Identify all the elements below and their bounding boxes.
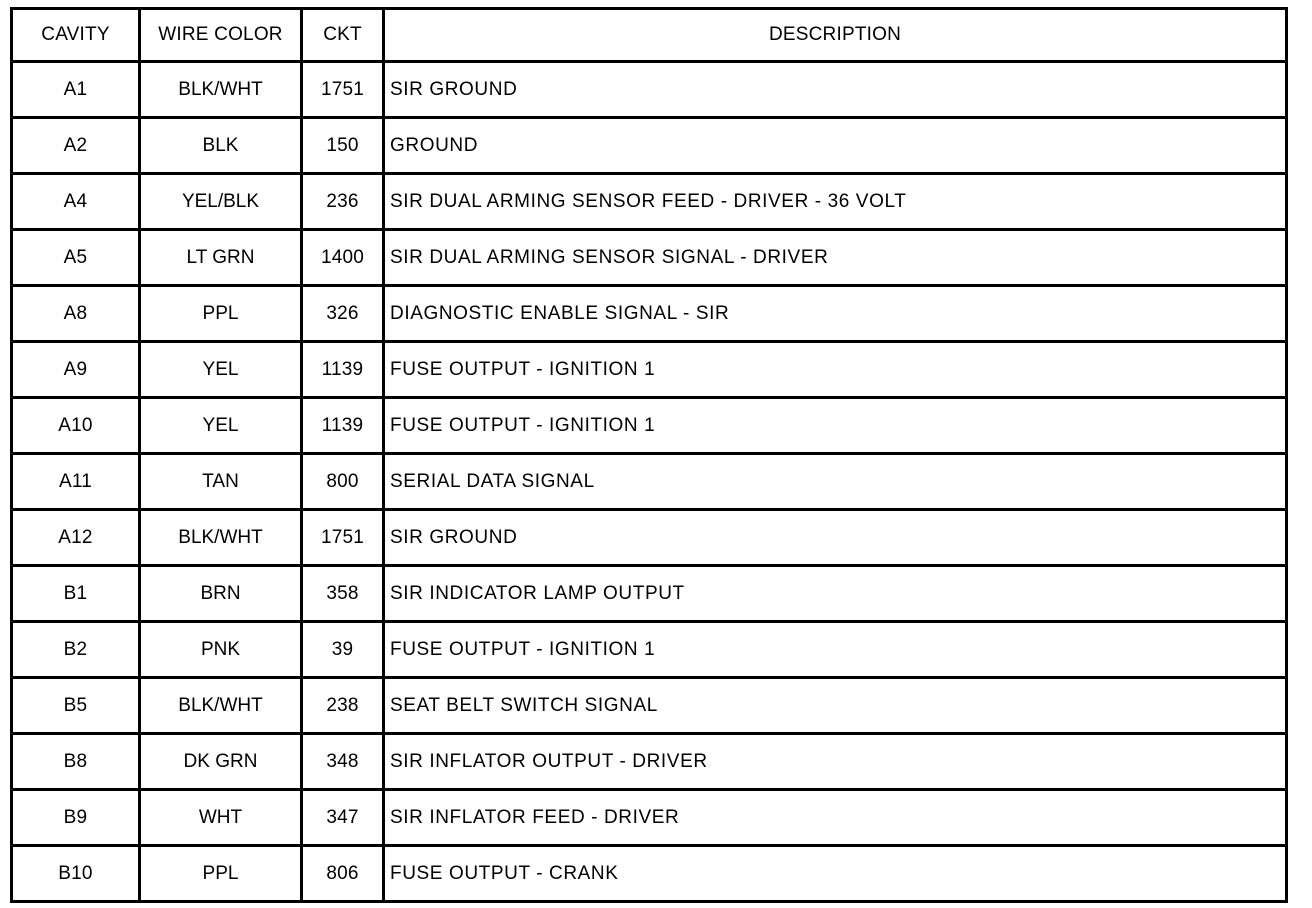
cell-ckt: 800: [302, 454, 384, 510]
cell-ckt: 1751: [302, 510, 384, 566]
cell-ckt: 1400: [302, 230, 384, 286]
cell-description: FUSE OUTPUT - IGNITION 1: [384, 398, 1287, 454]
header-description: DESCRIPTION: [384, 9, 1287, 62]
cell-ckt: 348: [302, 734, 384, 790]
table-row: [12, 342, 1287, 398]
table-row: [12, 118, 1287, 174]
connector-pinout-table: [10, 7, 1288, 903]
cell-cavity: B10: [12, 846, 140, 902]
cell-wire-color: PPL: [140, 286, 302, 342]
cell-wire-color: LT GRN: [140, 230, 302, 286]
cell-wire-color: WHT: [140, 790, 302, 846]
cell-wire-color: PNK: [140, 622, 302, 678]
table-row: [12, 510, 1287, 566]
cell-description: GROUND: [384, 118, 1287, 174]
table-row: [12, 790, 1287, 846]
cell-ckt: 1139: [302, 342, 384, 398]
cell-cavity: B2: [12, 622, 140, 678]
cell-wire-color: YEL: [140, 342, 302, 398]
cell-ckt: 150: [302, 118, 384, 174]
cell-wire-color: YEL/BLK: [140, 174, 302, 230]
cell-ckt: 1139: [302, 398, 384, 454]
cell-description: SIR INDICATOR LAMP OUTPUT: [384, 566, 1287, 622]
cell-description: SIR DUAL ARMING SENSOR SIGNAL - DRIVER: [384, 230, 1287, 286]
cell-wire-color: BRN: [140, 566, 302, 622]
cell-cavity: A2: [12, 118, 140, 174]
cell-cavity: A11: [12, 454, 140, 510]
cell-description: FUSE OUTPUT - IGNITION 1: [384, 342, 1287, 398]
cell-wire-color: YEL: [140, 398, 302, 454]
cell-ckt: 326: [302, 286, 384, 342]
table-row: [12, 398, 1287, 454]
header-wire-color: WIRE COLOR: [140, 9, 302, 62]
cell-cavity: B9: [12, 790, 140, 846]
cell-cavity: A1: [12, 62, 140, 118]
cell-wire-color: BLK: [140, 118, 302, 174]
cell-description: SIR DUAL ARMING SENSOR FEED - DRIVER - 36 VOLT: [384, 174, 1287, 230]
cell-ckt: 806: [302, 846, 384, 902]
cell-ckt: 358: [302, 566, 384, 622]
cell-description: SIR INFLATOR OUTPUT - DRIVER: [384, 734, 1287, 790]
cell-cavity: B5: [12, 678, 140, 734]
cell-wire-color: DK GRN: [140, 734, 302, 790]
cell-description: FUSE OUTPUT - IGNITION 1: [384, 622, 1287, 678]
header-ckt: CKT: [302, 9, 384, 62]
table-row: [12, 174, 1287, 230]
cell-wire-color: TAN: [140, 454, 302, 510]
cell-description: SIR GROUND: [384, 62, 1287, 118]
cell-cavity: A10: [12, 398, 140, 454]
table-row: [12, 622, 1287, 678]
cell-wire-color: PPL: [140, 846, 302, 902]
cell-ckt: 1751: [302, 62, 384, 118]
cell-cavity: A9: [12, 342, 140, 398]
cell-cavity: B8: [12, 734, 140, 790]
cell-cavity: A5: [12, 230, 140, 286]
table-row: [12, 454, 1287, 510]
cell-wire-color: BLK/WHT: [140, 62, 302, 118]
cell-description: SEAT BELT SWITCH SIGNAL: [384, 678, 1287, 734]
cell-description: SERIAL DATA SIGNAL: [384, 454, 1287, 510]
cell-ckt: 347: [302, 790, 384, 846]
header-cavity: CAVITY: [12, 9, 140, 62]
cell-description: DIAGNOSTIC ENABLE SIGNAL - SIR: [384, 286, 1287, 342]
cell-description: FUSE OUTPUT - CRANK: [384, 846, 1287, 902]
table-row: [12, 678, 1287, 734]
cell-cavity: A4: [12, 174, 140, 230]
table-body: [12, 62, 1287, 902]
cell-ckt: 236: [302, 174, 384, 230]
table-row: [12, 566, 1287, 622]
table-row: [12, 734, 1287, 790]
table-row: [12, 230, 1287, 286]
cell-cavity: A8: [12, 286, 140, 342]
table-row: [12, 846, 1287, 902]
cell-ckt: 39: [302, 622, 384, 678]
table-row: [12, 62, 1287, 118]
cell-ckt: 238: [302, 678, 384, 734]
cell-description: SIR GROUND: [384, 510, 1287, 566]
table-row: [12, 286, 1287, 342]
cell-wire-color: BLK/WHT: [140, 678, 302, 734]
cell-cavity: B1: [12, 566, 140, 622]
table-header-row: [12, 9, 1287, 62]
cell-description: SIR INFLATOR FEED - DRIVER: [384, 790, 1287, 846]
cell-cavity: A12: [12, 510, 140, 566]
cell-wire-color: BLK/WHT: [140, 510, 302, 566]
